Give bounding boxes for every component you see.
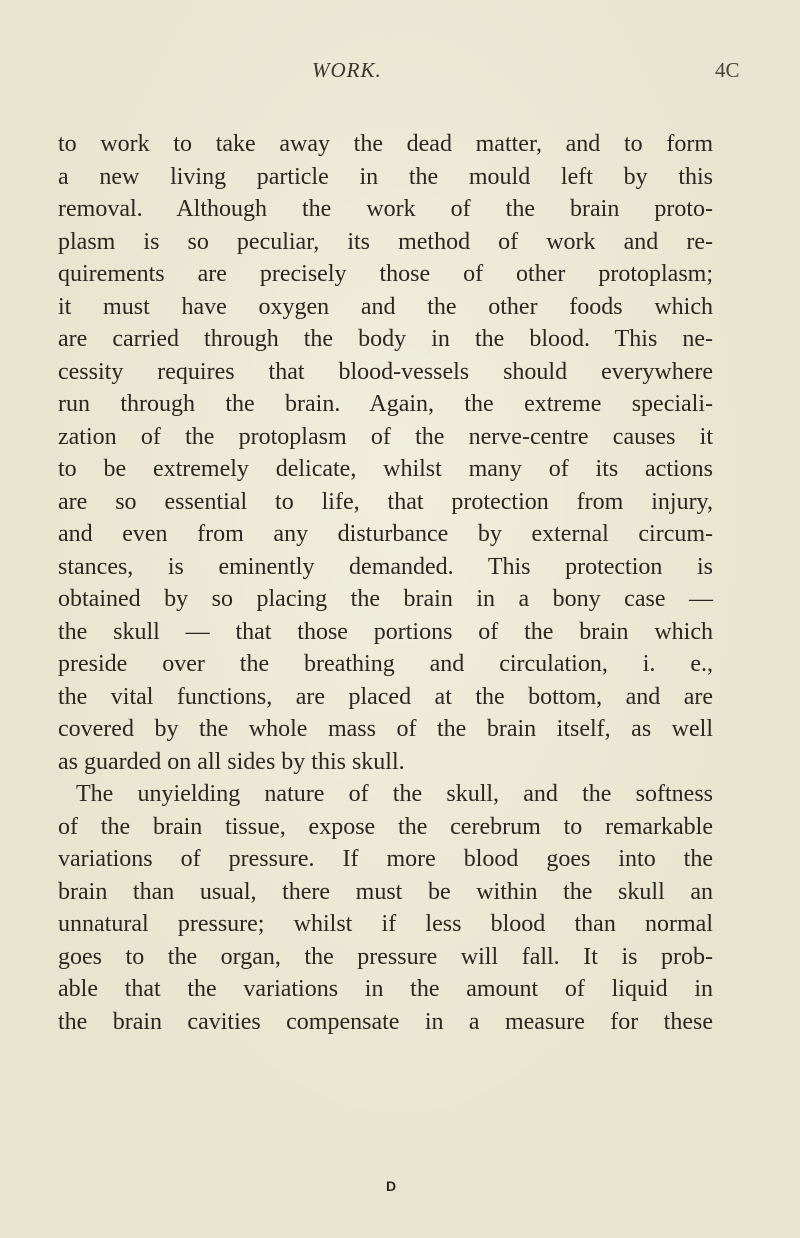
text-line: are carried through the body in the blood. This ne-: [58, 326, 713, 352]
text-line: to be extremely delicate, whilst many of its actions: [58, 456, 713, 482]
text-line: plasm is so peculiar, its method of work and re-: [58, 228, 713, 255]
text-line: covered by the whole mass of the brain itself, as well: [58, 716, 713, 742]
text-line: it must have oxygen and the other foods which: [58, 293, 713, 320]
text-line: variations of pressure. If more blood goes into the: [58, 846, 713, 872]
text-line: a new living particle in the mould left by this: [58, 163, 713, 190]
text-line: quirements are precisely those of other protoplasm;: [58, 261, 713, 287]
text-line: run through the brain. Again, the extreme speciali-: [58, 391, 713, 417]
running-title: WORK.: [312, 58, 382, 82]
text-line: stances, is eminently demanded. This protection is: [58, 553, 713, 580]
text-line: brain than usual, there must be within the skull an: [58, 878, 713, 905]
text-line: able that the variations in the amount of liquid in: [58, 976, 713, 1002]
text-line: are so essential to life, that protection from injury,: [58, 488, 713, 515]
paragraph-end-line: as guarded on all sides by this skull.: [58, 748, 405, 775]
text-line: goes to the organ, the pressure will fall. It is prob-: [58, 943, 713, 970]
text-line: preside over the breathing and circulation, i. e.,: [58, 651, 713, 677]
text-line: to work to take away the dead matter, and to form: [58, 131, 713, 157]
paragraph-start-line: The unyielding nature of the skull, and the softness: [76, 781, 713, 807]
text-line: removal. Although the work of the brain proto-: [58, 196, 713, 222]
text-line: unnatural pressure; whilst if less blood than normal: [58, 911, 713, 937]
body-text: [58, 128, 758, 1038]
text-line: cessity requires that blood-vessels should everywhere: [58, 358, 713, 385]
text-line: zation of the protoplasm of the nerve-centre causes it: [58, 423, 713, 450]
text-line: of the brain tissue, expose the cerebrum to remarkable: [58, 813, 713, 840]
text-line: the brain cavities compensate in a measure for these: [58, 1008, 713, 1035]
text-line: the skull — that those portions of the brain which: [58, 618, 713, 645]
text-line: the vital functions, are placed at the bottom, and are: [58, 683, 713, 710]
running-head: [0, 58, 800, 88]
page-number: 4C: [715, 58, 740, 82]
text-line: and even from any disturbance by external circum-: [58, 521, 713, 547]
text-line: obtained by so placing the brain in a bony case —: [58, 586, 713, 612]
signature-mark: D: [386, 1178, 397, 1194]
